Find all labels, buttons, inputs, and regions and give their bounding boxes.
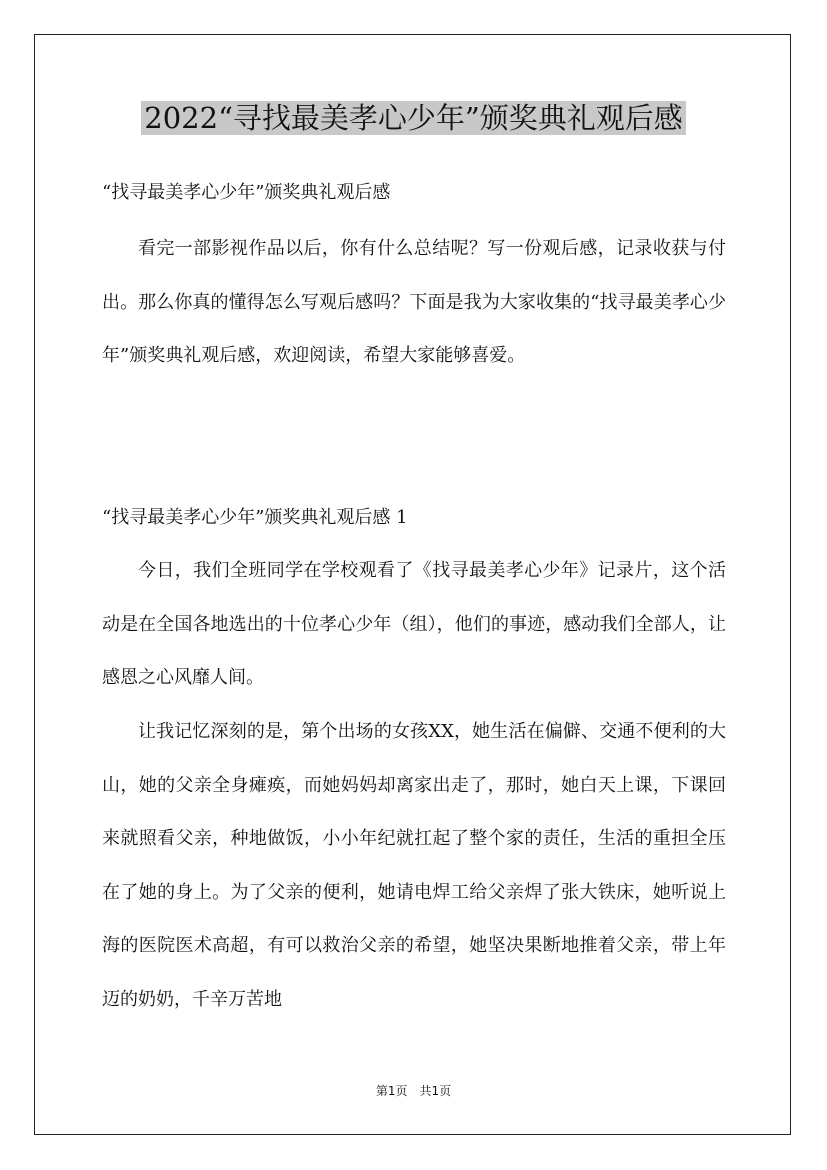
section-1-paragraph-1: 今日，我们全班同学在学校观看了《找寻最美孝心少年》记录片，这个活动是在全国各地选出的十位孝心少年（组），他们的事迹，感动我们全部人，让感恩之心风靡人间。 (102, 560, 726, 688)
document-subtitle: “找寻最美孝心少年”颁奖典礼观后感 (102, 182, 391, 203)
document-title-text: 2022“寻找最美孝心少年”颁奖典礼观后感 (141, 101, 685, 135)
section-1-paragraph-2: 让我记忆深刻的是，第个出场的女孩XX，她生活在偏僻、交通不便利的大山，她的父亲全身瘫痪，而她妈妈却离家出走了，那时，她白天上课，下课回来就照看父亲，种地做饭，小小年纪就扛起了整个家的责任，生活的重担全压在了她的身上。为了父亲的便利，她请电焊工给父亲焊了张大铁床，她听说上海的医院医术高超，有可以救治父亲的希望，她坚决果断地推着父亲，带上年迈的奶奶，千辛万苦地 (102, 721, 726, 1010)
intro-paragraph: 看完一部影视作品以后，你有什么总结呢？写一份观后感，记录收获与付出。那么你真的懂得怎么写观后感吗？下面是我为大家收集的“找寻最美孝心少年”颁奖典礼观后感，欢迎阅读，希望大家能够喜爱。 (102, 238, 726, 366)
section-1-heading: “找寻最美孝心少年”颁奖典礼观后感 1 (102, 507, 408, 528)
page-total: 共1页 (419, 1084, 452, 1098)
document-title (0, 96, 827, 140)
page-number: 第1页 (375, 1084, 408, 1098)
page-footer (0, 1082, 827, 1100)
